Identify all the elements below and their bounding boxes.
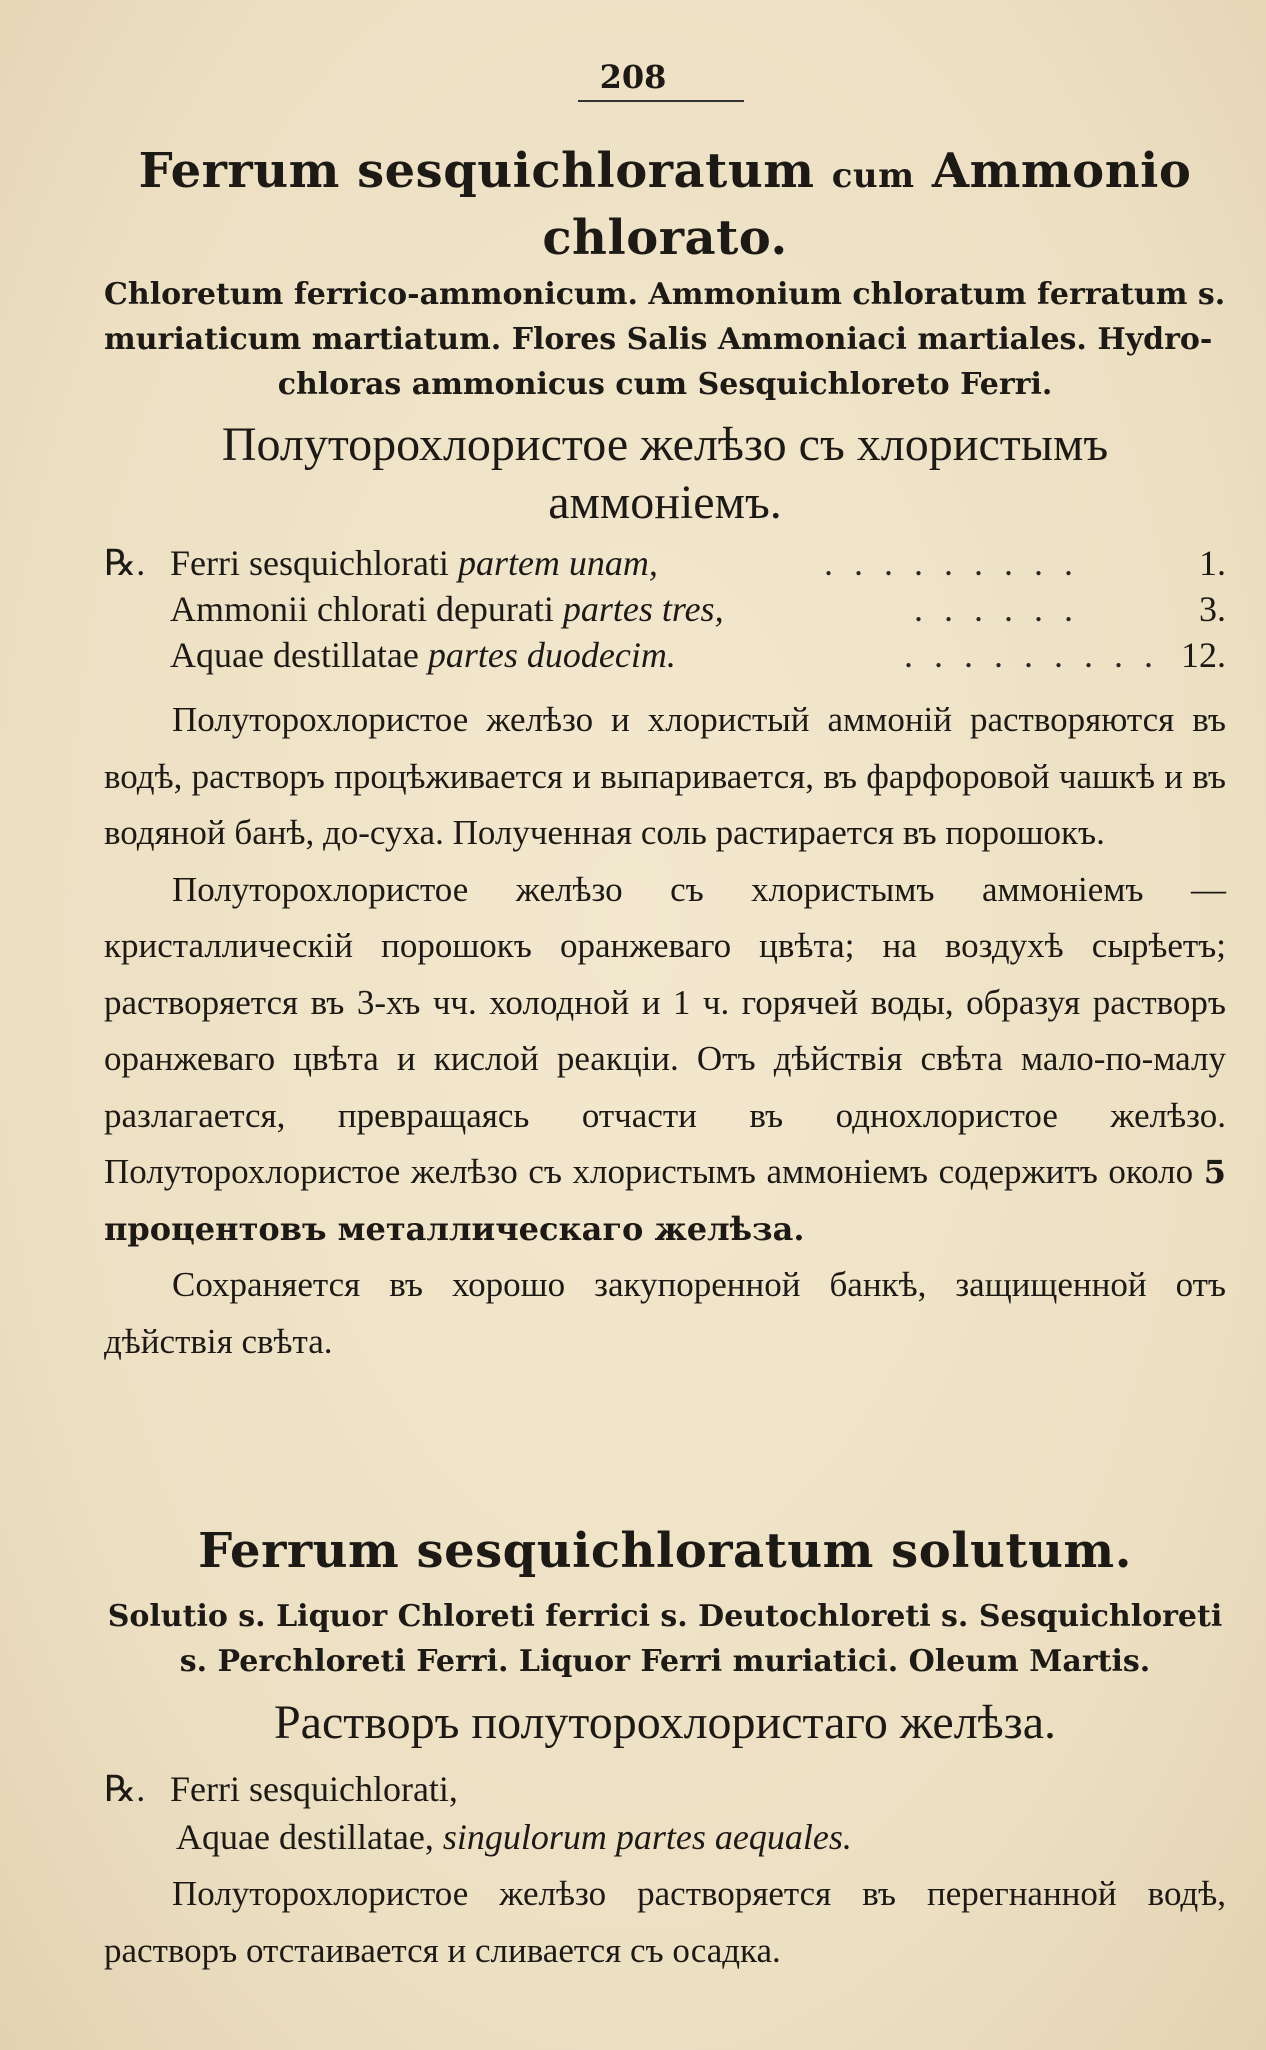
section1-recipe-row: [104, 632, 1226, 678]
section1-synonyms-line1: Chloretum ferrico-ammonicum. Ammonium chloratum ferratum s.: [104, 277, 1226, 312]
section1-russian-title-line1: Полуторохлористое желѣзо съ хлористымъ: [221, 418, 1109, 471]
section1-russian-title: [104, 416, 1226, 532]
section1-title: [104, 140, 1226, 269]
recipe-ingredient-quantity: partes tres,: [562, 589, 724, 629]
recipe-ingredient: [170, 540, 658, 586]
leader-dots: . . . . . .: [914, 589, 1079, 629]
leader-dots: . . . . . . . . .: [824, 543, 1079, 583]
section1-paragraph-storage: Сохраняется въ хорошо закупоренной банкѣ, защищенной отъ дѣйствiя свѣта.: [104, 1265, 1226, 1361]
section1-synonyms: [104, 272, 1226, 407]
recipe-ingredient-quantity: partem unam,: [457, 543, 658, 583]
section2-russian-title: Растворъ полуторохлористаго желѣза.: [273, 1696, 1056, 1749]
recipe-amount: 12.: [1181, 635, 1226, 675]
page-number: 208: [599, 58, 667, 96]
recipe-amount: 3.: [1199, 589, 1226, 629]
section2-synonyms-line1: Solutio s. Liquor Chloreti ferrici s. Deutochloreti s. Sesquichloreti: [107, 1599, 1223, 1634]
recipe-ingredient: [170, 632, 676, 678]
section1-title-line2: chlorato.: [542, 210, 788, 266]
recipe-amount: 1.: [1199, 543, 1226, 583]
recipe-ingredient-quantity: singulorum partes aequales.: [442, 1817, 852, 1857]
section2-body: [104, 1866, 1226, 1979]
section1-title-b: Ammonio: [931, 143, 1192, 199]
section1-body: [104, 692, 1226, 1370]
recipe-symbol: ℞.: [104, 1769, 146, 1809]
section1-paragraph-properties-text: Полуторохлористое желѣзо съ хлористымъ аммонiемъ — кристаллическiй порошокъ оранжеваго цвѣта; на воздухѣ сырѣетъ; растворяется въ 3-хъ чч. холодной и 1 ч. горячей воды, образуя растворъ оранжеваго цвѣта и кислой реакцiи. Отъ дѣйствiя свѣта мало-по-малу разлагается, превращаясь отчасти въ однохлористое желѣзо. Полуторохлористое желѣзо съ хлористымъ аммонiемъ содержитъ около: [104, 869, 1226, 1191]
section1-title-cum: cum: [831, 156, 915, 196]
recipe-ingredient-name: Ammonii chlorati depurati: [170, 589, 554, 629]
section1-paragraph-preparation: Полуторохлористое желѣзо и хлористый аммонiй растворяются въ водѣ, растворъ процѣживается и выпаривается, въ фарфоровой чашкѣ и въ водяной банѣ, до-суха. Полученная соль растирается въ порошокъ.: [104, 700, 1226, 852]
recipe-ingredient-name: Ferri sesquichlorati: [170, 543, 449, 583]
section2-paragraph-preparation: Полуторохлористое желѣзо растворяется въ перегнанной водѣ, растворъ отстаивается и сливается съ осадка.: [104, 1874, 1226, 1970]
recipe-ingredient: [176, 1814, 852, 1860]
section1-title-a: Ferrum sesquichloratum: [138, 143, 815, 199]
section2-recipe-row: [104, 1814, 1226, 1860]
section1-russian-title-line2: аммонiемъ.: [548, 476, 782, 529]
section1-recipe-row: [104, 586, 1226, 632]
recipe-ingredient-quantity: partes duodecim.: [427, 635, 676, 675]
section1-synonyms-line3: chloras ammonicus cum Sesquichloreto Ferri.: [277, 367, 1053, 402]
recipe-symbol: ℞.: [104, 543, 146, 583]
leader-dots: . . . . . . . . .: [904, 635, 1159, 675]
section1-synonyms-line2: muriaticum martiatum. Flores Salis Ammoniaci martiales. Hydro-: [104, 322, 1213, 357]
recipe-ingredient-name: Aquae destillatae,: [176, 1817, 434, 1857]
recipe-ingredient: [170, 586, 724, 632]
section2-title: Ferrum sesquichloratum solutum.: [198, 1523, 1132, 1579]
section2-synonyms-line2: s. Perchloreti Ferri. Liquor Ferri muriatici. Oleum Martis.: [179, 1644, 1151, 1679]
section2-recipe-row: [104, 1766, 1226, 1812]
recipe-ingredient-name: Ferri sesquichlorati,: [170, 1769, 458, 1809]
section2-synonyms: [104, 1594, 1226, 1684]
section1-iron-content: 5 процентовъ металлическаго желѣза.: [104, 1153, 1227, 1248]
recipe-ingredient-name: Aquae destillatae: [170, 635, 419, 675]
page-number-rule: [578, 100, 744, 102]
section1-recipe-row: [104, 540, 1226, 586]
section1-paragraph-properties: [104, 862, 1226, 1258]
